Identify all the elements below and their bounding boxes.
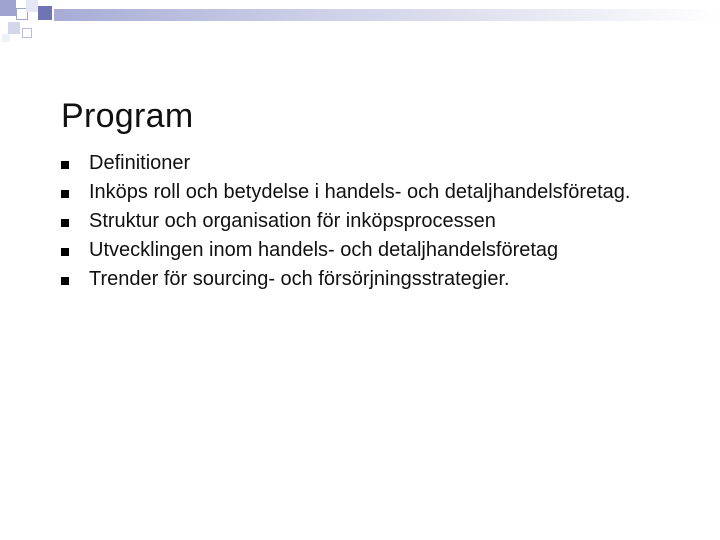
bullet-text: Inköps roll och betydelse i handels- och detaljhandelsföretag. bbox=[89, 181, 631, 203]
corner-square bbox=[8, 22, 20, 34]
bullet-list bbox=[61, 149, 701, 294]
bullet-text: Utvecklingen inom handels- och detaljhandelsföretag bbox=[89, 239, 559, 261]
bullet-text: Struktur och organisation för inköpsprocessen bbox=[89, 210, 496, 232]
corner-square bbox=[38, 6, 52, 20]
square-bullet-icon bbox=[61, 248, 69, 256]
corner-square bbox=[26, 0, 38, 12]
bullet-text: Trender för sourcing- och försörjningsstrategier. bbox=[89, 268, 510, 290]
slide-title: Program bbox=[61, 97, 194, 135]
corner-square bbox=[0, 0, 16, 16]
corner-square bbox=[2, 34, 10, 42]
square-bullet-icon bbox=[61, 277, 69, 285]
bullet-text: Definitioner bbox=[89, 152, 191, 174]
bullet-item bbox=[61, 207, 701, 236]
header-gradient-rule bbox=[54, 9, 720, 21]
square-bullet-icon bbox=[61, 219, 69, 227]
square-bullet-icon bbox=[61, 161, 69, 169]
bullet-item bbox=[61, 236, 701, 265]
bullet-item bbox=[61, 149, 701, 178]
square-bullet-icon bbox=[61, 190, 69, 198]
bullet-item bbox=[61, 178, 701, 207]
bullet-item bbox=[61, 265, 701, 294]
corner-square bbox=[22, 28, 32, 38]
